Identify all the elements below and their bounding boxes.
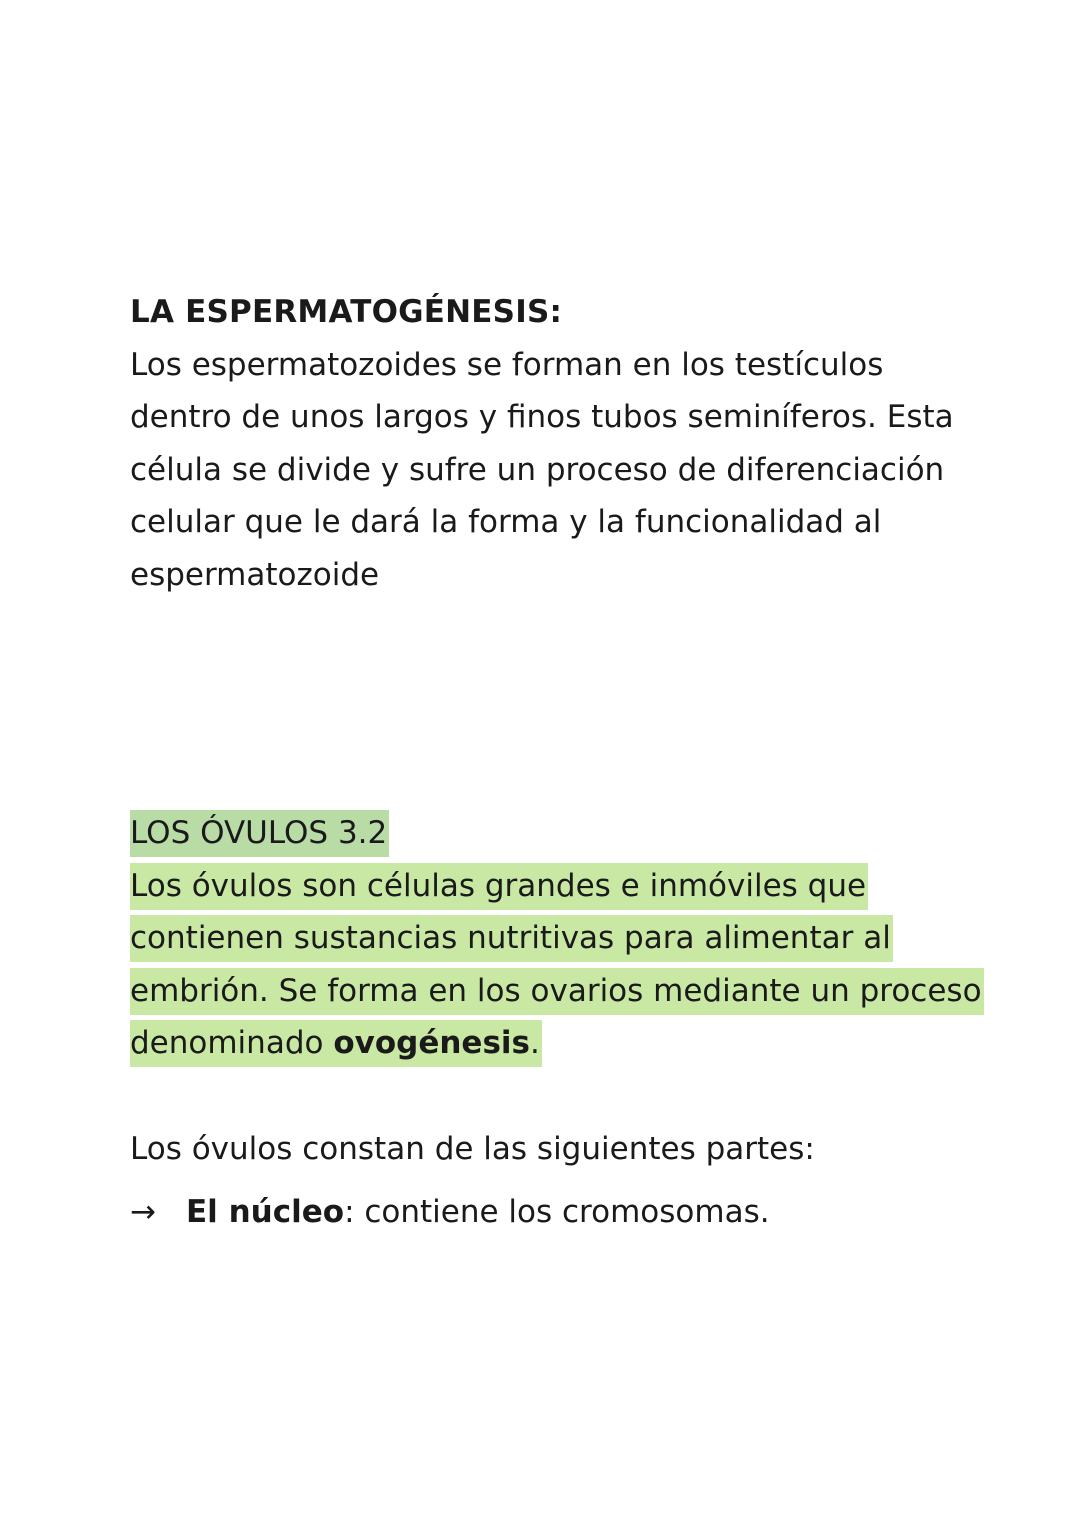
intro-line: Los óvulos constan de las siguientes partes: bbox=[130, 1131, 815, 1167]
paragraph-line: célula se divide y sufre un proceso de diferenciación bbox=[130, 451, 945, 488]
paragraph-row bbox=[130, 860, 990, 913]
paragraph-line: celular que le dará la forma y la funcionalidad al bbox=[130, 504, 882, 540]
bold-term: El núcleo bbox=[186, 1193, 345, 1230]
paragraph-line: dentro de unos largos y finos tubos seminíferos. Esta bbox=[130, 399, 954, 435]
highlighted-line: embrión. Se forma en los ovarios mediante un proceso bbox=[130, 968, 984, 1015]
list-item bbox=[130, 1186, 990, 1238]
text-prefix: denominado bbox=[130, 1025, 334, 1061]
paragraph-row bbox=[130, 1017, 990, 1070]
arrow-right-icon: → bbox=[130, 1193, 156, 1230]
text-suffix: . bbox=[529, 1025, 540, 1061]
paragraph-line: espermatozoide bbox=[130, 556, 380, 593]
section-ovulos bbox=[130, 807, 990, 1070]
section-partes bbox=[130, 1123, 990, 1238]
section-espermatogenesis bbox=[130, 286, 990, 601]
item-text: : contiene los cromosomas. bbox=[344, 1193, 770, 1230]
bold-term: ovogénesis bbox=[333, 1025, 530, 1061]
paragraph-row bbox=[130, 965, 990, 1018]
section-title: LOS ÓVULOS 3.2 bbox=[130, 810, 389, 857]
paragraph-line: Los espermatozoides se forman en los testículos bbox=[130, 346, 884, 383]
highlighted-line: contienen sustancias nutritivas para alimentar al bbox=[130, 915, 893, 962]
section-title-row bbox=[130, 807, 990, 860]
paragraph-row bbox=[130, 912, 990, 965]
highlighted-line: Los óvulos son células grandes e inmóviles que bbox=[130, 863, 868, 910]
highlighted-line bbox=[130, 1020, 542, 1067]
section-title: LA ESPERMATOGÉNESIS: bbox=[130, 294, 563, 330]
